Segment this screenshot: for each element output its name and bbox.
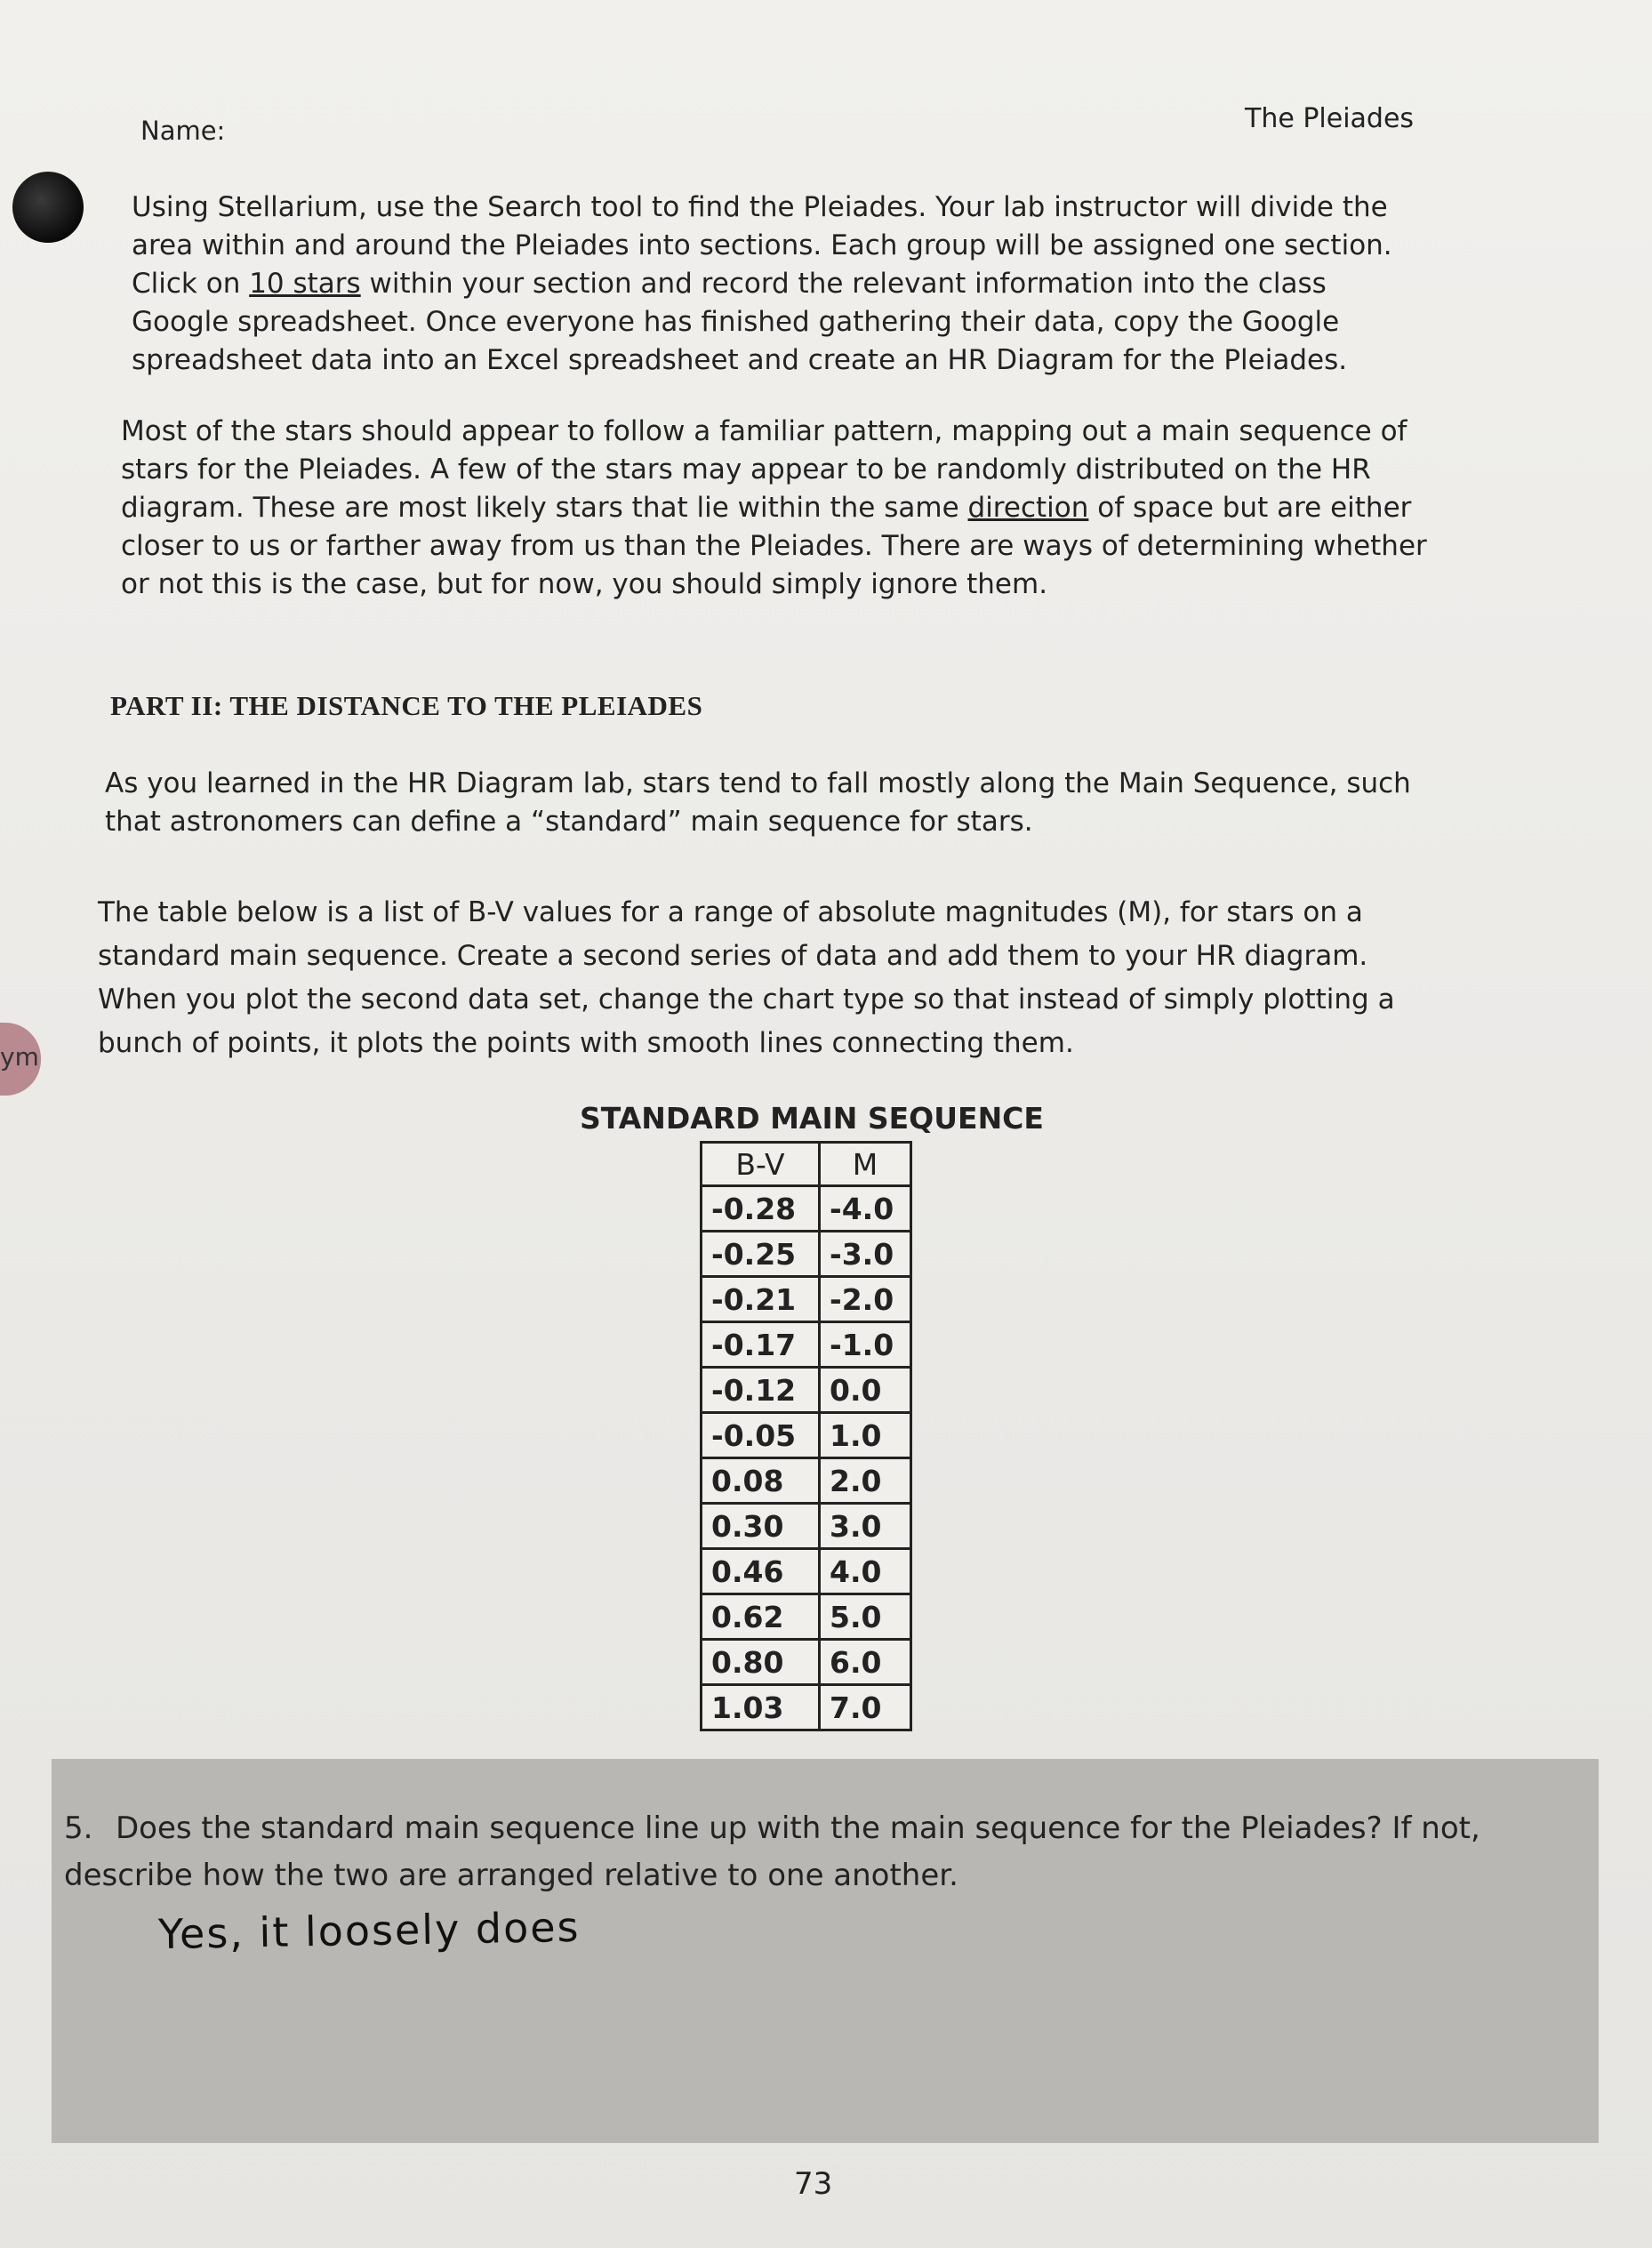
cell-bv: 1.03: [702, 1685, 820, 1730]
cell-m: 0.0: [820, 1368, 911, 1413]
table-row: [702, 1549, 911, 1594]
name-label: Name:: [140, 116, 226, 146]
intro-paragraph-2: [121, 413, 1437, 604]
part-heading-number: PART II:: [110, 690, 223, 721]
side-tab-text: ym: [0, 1042, 39, 1072]
cell-m: 5.0: [820, 1594, 911, 1640]
question-text: Does the standard main sequence line up with the main sequence for the Pleiades? If not, describe how the two are arranged relative to one another.: [64, 1810, 1480, 1893]
intro-p1-underlined: 10 stars: [249, 268, 361, 300]
cell-m: 6.0: [820, 1640, 911, 1685]
cell-bv: 0.46: [702, 1549, 820, 1594]
table-row: [702, 1685, 911, 1730]
table-row: [702, 1640, 911, 1685]
part2-paragraph-2: The table below is a list of B-V values for a range of absolute magnitudes (M), for stars on a standard main sequence. Create a second series of data and add them to your HR diagram. When you plot the second data set, change the chart type so that instead of simply plotting a bunch of points, it plots the points with smooth lines connecting them.: [98, 896, 1395, 1059]
cell-bv: -0.05: [702, 1413, 820, 1458]
table-row: [702, 1458, 911, 1504]
cell-m: 4.0: [820, 1549, 911, 1594]
cell-bv: -0.28: [702, 1186, 820, 1232]
table-row: [702, 1368, 911, 1413]
question-5: [64, 1805, 1522, 1899]
handwritten-answer: Yes, it loosely does: [157, 1902, 581, 1959]
cell-bv: -0.25: [702, 1232, 820, 1277]
intro-p2-end: of space but are either closer to us or farther away from us than the Pleiades. There are ways of determining whether or not this is the case, but for now, you should simply ignore them.: [121, 492, 1427, 600]
table-caption: STANDARD MAIN SEQUENCE: [580, 1101, 1044, 1136]
cell-m: -1.0: [820, 1322, 911, 1368]
intro-p2-start: Most of the stars should appear to follow a familiar pattern, mapping out a main sequence of stars for the Pleiades. A few of the stars may appear to be randomly distributed on the HR diagram. These are most likely stars that lie within the same: [121, 415, 1407, 524]
column-header-bv: B-V: [702, 1143, 820, 1186]
cell-bv: -0.17: [702, 1322, 820, 1368]
cell-bv: 0.62: [702, 1594, 820, 1640]
cell-bv: 0.30: [702, 1504, 820, 1549]
intro-p1-start: Using Stellarium, use the Search tool to find the Pleiades. Your lab instructor will divide the area within and around the Pleiades into sections. Each group will be assigned one section. Click on: [132, 191, 1392, 300]
cell-m: 1.0: [820, 1413, 911, 1458]
question-number: 5.: [64, 1810, 93, 1846]
cell-m: 7.0: [820, 1685, 911, 1730]
cell-bv: -0.21: [702, 1277, 820, 1322]
cell-bv: -0.12: [702, 1368, 820, 1413]
cell-m: -3.0: [820, 1232, 911, 1277]
main-sequence-table: [700, 1141, 912, 1731]
cell-bv: 0.08: [702, 1458, 820, 1504]
document-title: The Pleiades: [1245, 103, 1415, 134]
cell-m: 3.0: [820, 1504, 911, 1549]
intro-paragraph-1: [132, 189, 1430, 380]
binder-hole: [12, 172, 84, 243]
table-header-row: [702, 1143, 911, 1186]
intro-p2-underlined: direction: [967, 492, 1089, 524]
table-row: [702, 1322, 911, 1368]
table-row: [702, 1277, 911, 1322]
table-row: [702, 1413, 911, 1458]
side-tab-marker: [0, 1023, 41, 1096]
cell-m: -4.0: [820, 1186, 911, 1232]
part-heading: [110, 690, 702, 722]
table-row: [702, 1504, 911, 1549]
intro-p1-end: within your section and record the relevant information into the class Google spreadsheet. Once everyone has finished gathering their data, copy the Google spreadsheet data into an Excel spreadsheet and create an HR Diagram for the Pleiades.: [132, 268, 1348, 376]
page-number: 73: [794, 2166, 833, 2202]
table-row: [702, 1232, 911, 1277]
table-row: [702, 1186, 911, 1232]
column-header-m: M: [820, 1143, 911, 1186]
cell-m: 2.0: [820, 1458, 911, 1504]
cell-m: -2.0: [820, 1277, 911, 1322]
table-row: [702, 1594, 911, 1640]
part-heading-title: THE DISTANCE TO THE PLEIADES: [229, 690, 703, 721]
part2-paragraph-1: As you learned in the HR Diagram lab, stars tend to fall mostly along the Main Sequence, such that astronomers can define a “standard” main sequence for stars.: [105, 767, 1411, 838]
cell-bv: 0.80: [702, 1640, 820, 1685]
